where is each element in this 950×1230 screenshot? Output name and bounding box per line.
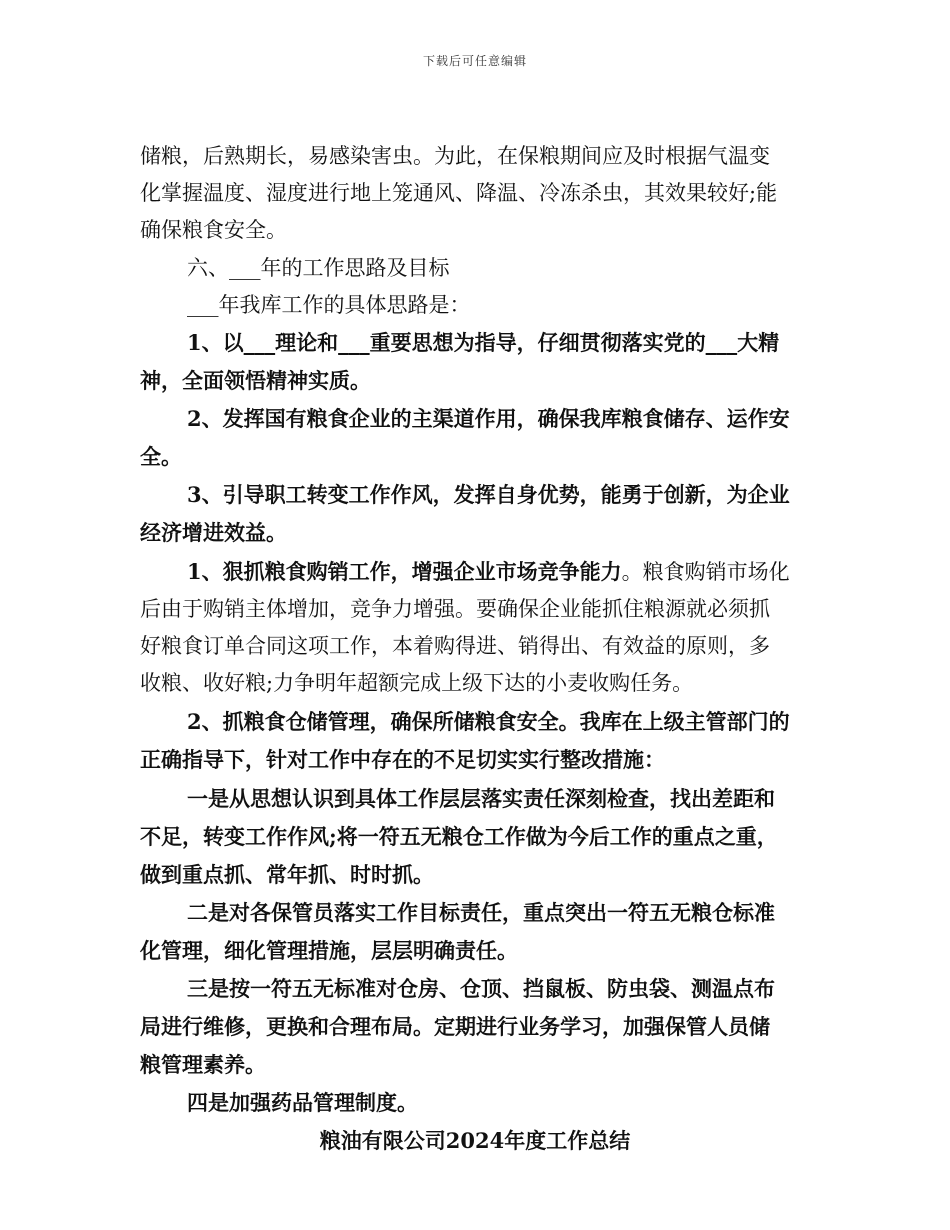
- paragraph-line: 二是对各保管员落实工作目标责任，重点突出一符五无粮仓标准: [187, 900, 775, 925]
- paragraph-line: 做到重点抓、常年抓、时时抓。: [140, 862, 434, 887]
- document-title: 粮油有限公司2024年度工作总结: [319, 1128, 631, 1153]
- list-item-continuation: 全。: [140, 444, 182, 469]
- list-item: 2、抓粮食仓储管理，确保所储粮食安全。我库在上级主管部门的: [187, 709, 790, 734]
- paragraph-line: 四是加强药品管理制度。: [187, 1090, 418, 1115]
- paragraph-line: 化掌握温度、湿度进行地上笼通风、降温、冷冻杀虫，其效果较好;能: [140, 181, 778, 205]
- paragraph-line: 储粮，后熟期长，易感染害虫。为此，在保粮期间应及时根据气温变: [140, 144, 770, 168]
- list-item-lead: 1、狠抓粮食购销工作，增强企业市场竞争能力: [187, 559, 622, 584]
- paragraph-line: 一是从思想认识到具体工作层层落实责任深刻检查，找出差距和: [187, 786, 775, 811]
- paragraph-line: 化管理，细化管理措施，层层明确责任。: [140, 938, 518, 963]
- paragraph-line: 收粮、收好粮;力争明年超额完成上级下达的小麦收购任务。: [140, 671, 694, 695]
- list-item-continuation: 经济增进效益。: [140, 520, 287, 545]
- paragraph-line: ___年我库工作的具体思路是：: [187, 293, 471, 317]
- list-item: 2、发挥国有粮食企业的主渠道作用，确保我库粮食储存、运作安: [187, 406, 790, 431]
- page-header-note: 下载后可任意编辑: [422, 54, 527, 68]
- paragraph-line: 好粮食订单合同这项工作，本着购得进、销得出、有效益的原则，多: [140, 634, 770, 658]
- list-item: 3、引导职工转变工作作风，发挥自身优势，能勇于创新，为企业: [187, 482, 790, 507]
- list-item-continuation: 正确指导下，针对工作中存在的不足切实实行整改措施：: [140, 747, 665, 772]
- list-item-body: 。粮食购销市场化: [621, 560, 790, 584]
- section-heading: 六、___年的工作思路及目标: [187, 256, 450, 280]
- list-item: 1、以___理论和___重要思想为指导，仔细贯彻落实党的___大精: [187, 330, 780, 355]
- list-item-continuation: 神，全面领悟精神实质。: [140, 368, 371, 393]
- paragraph-line: 三是按一符五无标准对仓房、仓顶、挡鼠板、防虫袋、测温点布: [187, 976, 775, 1001]
- paragraph-line: 粮管理素养。: [140, 1052, 266, 1077]
- paragraph-line: 局进行维修，更换和合理布局。定期进行业务学习，加强保管人员储: [140, 1014, 770, 1039]
- paragraph-line: 确保粮食安全。: [140, 218, 287, 242]
- list-item: [187, 557, 790, 587]
- paragraph-line: 后由于购销主体增加，竞争力增强。要确保企业能抓住粮源就必须抓: [140, 597, 770, 621]
- paragraph-line: 不足，转变工作作风;将一符五无粮仓工作做为今后工作的重点之重，: [140, 824, 778, 849]
